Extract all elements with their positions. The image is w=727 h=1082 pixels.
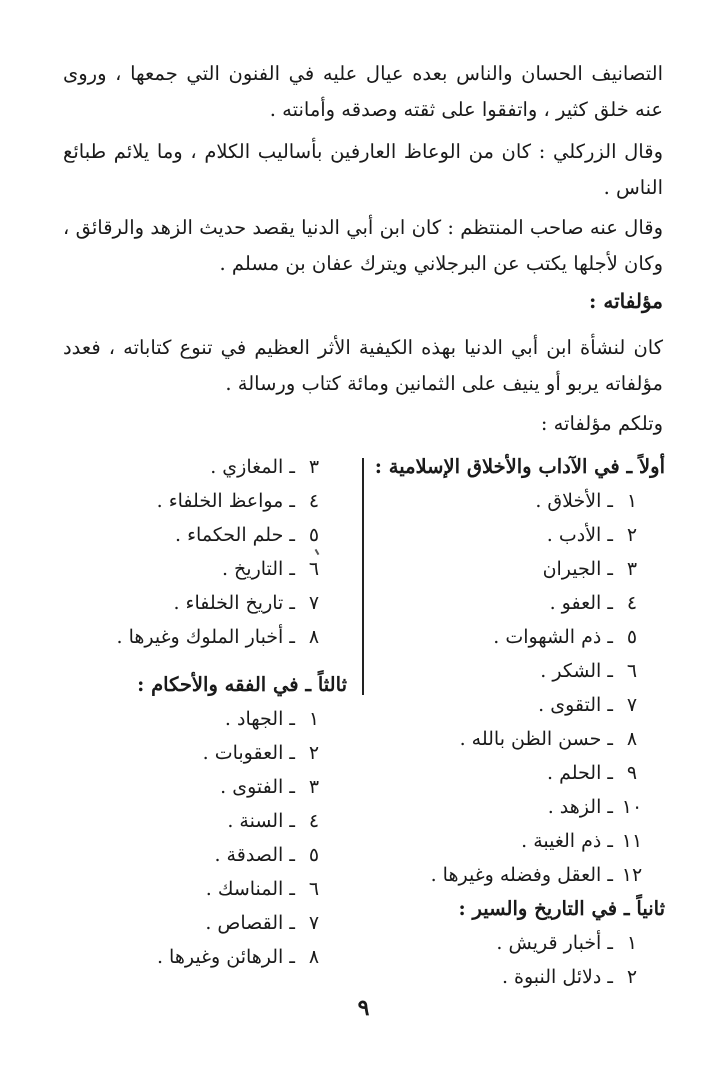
item-number: ٦ [308,878,320,900]
list-item [365,790,665,824]
item-number: ١ [626,932,638,954]
list-ethics [365,484,665,892]
list-item [365,484,665,518]
item-number: ٥ [626,626,638,648]
item-title: ـ العفو . [549,592,613,614]
item-number: ٤ [308,810,320,832]
item-title: ـ ذم الشهوات . [493,626,613,648]
list-item [47,552,347,586]
item-title: ـ المناسك . [205,878,295,900]
item-number: ٢ [626,524,638,546]
column-left [47,450,347,974]
item-title: ـ الحلم . [547,762,613,784]
paragraph-intro: التصانيف الحسان والناس بعده عيال عليه في الفنون التي جمعها ، وروى عنه خلق كثير ، واتفقوا على ثقته وصدقه وأمانته . [63,62,663,121]
list-history [365,926,665,994]
list-item [47,770,347,804]
item-number: ٨ [308,626,320,648]
list-item [365,824,665,858]
column-divider [362,458,364,695]
list-item [365,722,665,756]
list-item [365,586,665,620]
list-item [365,654,665,688]
paragraph-works-count: كان لنشأة ابن أبي الدنيا بهذه الكيفية الأثر العظيم في تنوع كتاباته ، فعدد مؤلفاته يربو أو ينيف على الثمانين ومائة كتاب ورسالة . [63,336,663,395]
list-item [47,484,347,518]
section-spacer [47,654,347,668]
item-number: ١١ [621,830,643,852]
item-number: ١٠ [621,796,643,818]
list-item [365,756,665,790]
list-item [365,926,665,960]
item-title: ـ التقوى . [538,694,613,716]
list-item [47,702,347,736]
list-item [47,518,347,552]
item-title: ـ الأدب . [546,524,613,546]
item-number: ٣ [308,776,320,798]
item-number: ١ [626,490,638,512]
item-number: ٢ [308,742,320,764]
list-item [365,552,665,586]
item-number: ٣ [308,456,320,478]
item-number: ٨ [308,946,320,968]
item-title: ـ الرهائن وغيرها . [156,946,295,968]
item-title: ـ الجهاد . [224,708,295,730]
item-number: ٦ [308,558,320,580]
item-title: ـ الشكر . [540,660,613,682]
paragraph-list-intro: وتلكم مؤلفاته : [540,412,663,435]
item-number: ٧ [308,912,320,934]
list-item [365,688,665,722]
item-title: ـ العقوبات . [202,742,295,764]
list-item [47,450,347,484]
list-item [47,620,347,654]
list-item [47,906,347,940]
item-number: ٨ [626,728,638,750]
item-number: ٥ [308,524,320,546]
item-number: ٧ [308,592,320,614]
item-number: ٣ [626,558,638,580]
item-number: ٤ [308,490,320,512]
list-item [47,872,347,906]
item-title: ـ الصدقة . [214,844,295,866]
item-number: ٩ [626,762,638,784]
item-title: ـ السنة . [227,810,295,832]
list-item [47,838,347,872]
item-title: ـ الزهد . [547,796,613,818]
item-number: ٦ [626,660,638,682]
item-title: ـ الأخلاق . [535,490,613,512]
item-title: ـ ذم الغيبة . [521,830,613,852]
item-title: ـ دلائل النبوة . [501,966,613,988]
item-number: ١ [308,708,320,730]
item-title: ـ تاريخ الخلفاء . [173,592,295,614]
item-title: ـ العقل وفضله وغيرها . [430,864,613,886]
item-title: ـ المغازي . [210,456,295,478]
item-title: ـ حلم الحكماء . [175,524,295,546]
list-item [47,940,347,974]
list-item [365,858,665,892]
heading-works: مؤلفاته : [589,289,663,313]
item-title: ـ مواعظ الخلفاء . [156,490,295,512]
item-title: ـ حسن الظن بالله . [459,728,613,750]
list-item [47,736,347,770]
item-title: ـ أخبار قريش . [496,932,613,954]
item-title: ـ التاريخ . [221,558,295,580]
item-title: ـ أخبار الملوك وغيرها . [116,626,295,648]
list-fiqh [47,702,347,974]
section-title-fiqh: ثالثاً ـ في الفقه والأحكام : [137,673,347,696]
list-item [365,518,665,552]
section-title-history: ثانياً ـ في التاريخ والسير : [458,897,665,920]
page-number: ٩ [357,995,370,1021]
list-item [365,960,665,994]
list-history-continued [47,450,347,654]
works-columns [0,450,727,990]
paragraph-zirikli: وقال الزركلي : كان من الوعاظ العارفين بأساليب الكلام ، وما يلائم طبائع الناس . [63,140,663,199]
item-title: ـ الجيران [542,558,613,580]
item-number: ٥ [308,844,320,866]
list-item [47,804,347,838]
item-number: ٢ [626,966,638,988]
item-title: ـ القصاص . [205,912,295,934]
column-right [365,450,665,994]
item-number: ٧ [626,694,638,716]
list-item [47,586,347,620]
section-title-ethics: أولاً ـ في الآداب والأخلاق الإسلامية : [374,455,665,478]
item-number: ٤ [626,592,638,614]
item-number: ١٢ [621,864,643,886]
list-item [365,620,665,654]
paragraph-muntazam: وقال عنه صاحب المنتظم : كان ابن أبي الدنيا يقصد حديث الزهد والرقائق ، وكان لأجلها يكتب عن البرجلاني ويترك عفان بن مسلم . [63,216,663,275]
item-title: ـ الفتوى . [220,776,295,798]
